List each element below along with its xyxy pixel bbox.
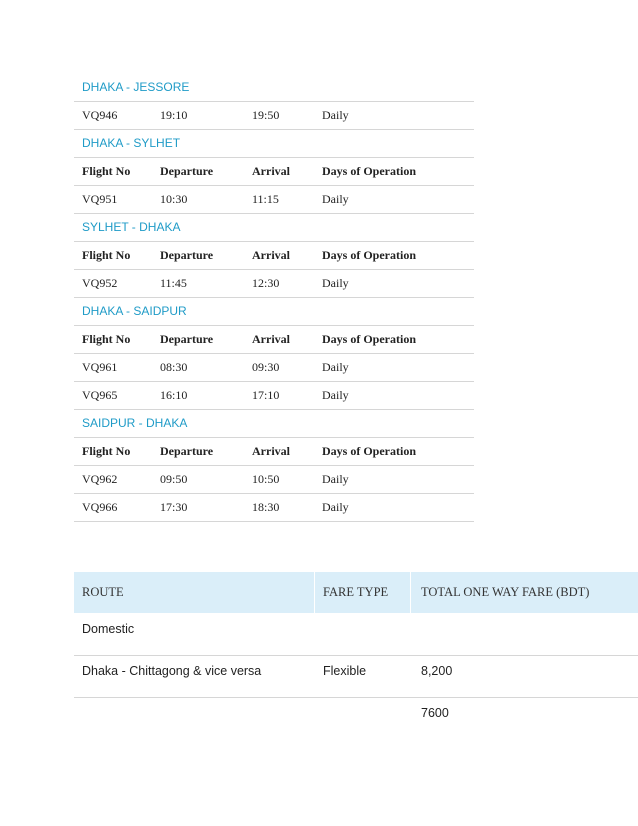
arrival-time: 17:10 xyxy=(252,388,280,402)
flight-no-header: Flight No xyxy=(82,444,131,458)
flight-schedule xyxy=(74,74,474,522)
arrival-time: 19:50 xyxy=(252,108,280,122)
flight-no-header: Flight No xyxy=(82,248,131,262)
route-heading: SAIDPUR - DHAKA xyxy=(82,416,188,430)
departure-time: 17:30 xyxy=(160,500,188,514)
flight-no-header: Flight No xyxy=(82,164,131,178)
flight-number: VQ966 xyxy=(82,500,118,514)
fare-type-cell: Flexible xyxy=(323,664,367,678)
days-of-operation: Daily xyxy=(322,360,349,374)
days-of-operation: Daily xyxy=(322,388,349,402)
flight-row xyxy=(74,269,474,298)
schedule-header-row xyxy=(74,157,474,185)
days-of-operation: Daily xyxy=(322,276,349,290)
route-heading: DHAKA - SYLHET xyxy=(82,136,181,150)
fare-row xyxy=(74,614,638,656)
fare-type-column-header: FARE TYPE xyxy=(315,572,411,613)
fare-table xyxy=(74,572,638,739)
departure-time: 19:10 xyxy=(160,108,188,122)
departure-header: Departure xyxy=(160,444,214,458)
flight-number: VQ961 xyxy=(82,360,118,374)
flight-row xyxy=(74,465,474,493)
schedule-header-row xyxy=(74,241,474,269)
fare-route-cell: Domestic xyxy=(82,622,135,636)
days-of-operation: Daily xyxy=(322,472,349,486)
flight-number: VQ951 xyxy=(82,192,118,206)
flight-no-header: Flight No xyxy=(82,332,131,346)
flight-row xyxy=(74,493,474,522)
arrival-header: Arrival xyxy=(252,444,290,458)
flight-number: VQ965 xyxy=(82,388,118,402)
flight-number: VQ962 xyxy=(82,472,118,486)
arrival-header: Arrival xyxy=(252,248,290,262)
arrival-time: 10:50 xyxy=(252,472,280,486)
flight-number: VQ946 xyxy=(82,108,118,122)
fare-route-cell xyxy=(74,698,315,739)
fare-row xyxy=(74,698,638,739)
fare-total-cell: 7600 xyxy=(421,706,449,720)
days-of-operation: Daily xyxy=(322,108,349,122)
arrival-time: 11:15 xyxy=(252,192,279,206)
fare-table-header xyxy=(74,572,638,614)
days-of-operation-header: Days of Operation xyxy=(322,164,416,178)
arrival-time: 18:30 xyxy=(252,500,280,514)
arrival-header: Arrival xyxy=(252,332,290,346)
flight-number: VQ952 xyxy=(82,276,118,290)
route-heading: DHAKA - SAIDPUR xyxy=(82,304,187,318)
fare-total-cell xyxy=(411,614,638,655)
days-of-operation-header: Days of Operation xyxy=(322,444,416,458)
arrival-time: 12:30 xyxy=(252,276,280,290)
total-fare-column-header: TOTAL ONE WAY FARE (BDT) xyxy=(421,585,590,599)
flight-row xyxy=(74,101,474,130)
schedule-header-row xyxy=(74,325,474,353)
flight-row xyxy=(74,353,474,381)
arrival-header: Arrival xyxy=(252,164,290,178)
fare-row xyxy=(74,656,638,698)
route-heading: DHAKA - JESSORE xyxy=(82,80,190,94)
fare-type-cell xyxy=(315,698,411,739)
flight-row xyxy=(74,381,474,410)
departure-time: 11:45 xyxy=(160,276,187,290)
fare-type-cell xyxy=(315,614,411,655)
departure-time: 08:30 xyxy=(160,360,188,374)
flight-row xyxy=(74,185,474,214)
route-column-header: ROUTE xyxy=(74,572,315,613)
departure-time: 10:30 xyxy=(160,192,188,206)
days-of-operation: Daily xyxy=(322,500,349,514)
departure-time: 09:50 xyxy=(160,472,188,486)
days-of-operation-header: Days of Operation xyxy=(322,332,416,346)
fare-total-cell: 8,200 xyxy=(421,664,453,678)
departure-header: Departure xyxy=(160,164,214,178)
schedule-header-row xyxy=(74,437,474,465)
departure-header: Departure xyxy=(160,248,214,262)
fare-route-cell: Dhaka - Chittagong & vice versa xyxy=(82,664,262,678)
departure-time: 16:10 xyxy=(160,388,188,402)
departure-header: Departure xyxy=(160,332,214,346)
days-of-operation-header: Days of Operation xyxy=(322,248,416,262)
route-heading: SYLHET - DHAKA xyxy=(82,220,181,234)
days-of-operation: Daily xyxy=(322,192,349,206)
arrival-time: 09:30 xyxy=(252,360,280,374)
